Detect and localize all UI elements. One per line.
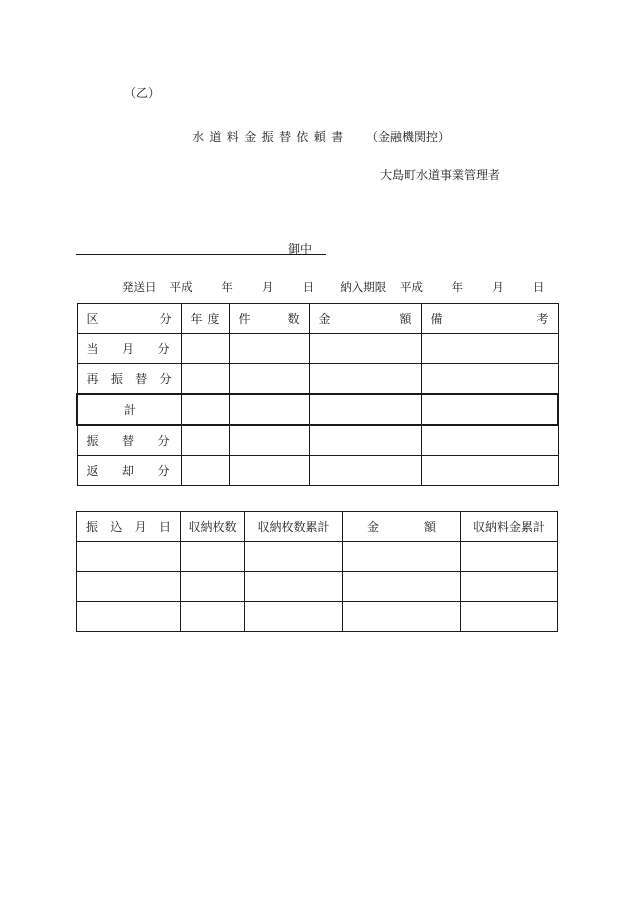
transfer-input-cell[interactable] <box>245 572 343 602</box>
summary-row-label <box>77 425 181 456</box>
summary-input-cell[interactable] <box>309 394 421 425</box>
deadline-day: 日 <box>532 280 545 294</box>
summary-row <box>77 394 558 425</box>
transfer-row <box>77 542 558 572</box>
summary-input-cell[interactable] <box>421 394 558 425</box>
summary-input-cell[interactable] <box>181 334 229 364</box>
cell-char: 数 <box>287 312 300 326</box>
summary-row-label <box>77 456 181 486</box>
cell-char: 収納枚数累計 <box>257 520 330 534</box>
cell-char: 込 <box>110 520 123 534</box>
transfer-input-cell[interactable] <box>181 602 245 632</box>
transfer-input-cell[interactable] <box>77 572 181 602</box>
summary-input-cell[interactable] <box>309 334 421 364</box>
summary-row-label <box>77 394 181 425</box>
cell-char: 振 <box>110 372 123 386</box>
cell-char: 替 <box>121 434 134 448</box>
cell-char: 返 <box>86 464 99 478</box>
summary-row <box>77 425 558 456</box>
cell-char: 考 <box>536 312 549 326</box>
document-mark: （乙） <box>124 86 161 100</box>
transfer-header-cell <box>181 512 245 542</box>
cell-char: 計 <box>124 403 137 417</box>
cell-char: 分 <box>157 464 170 478</box>
summary-input-cell[interactable] <box>181 456 229 486</box>
summary-row-label <box>77 364 181 395</box>
summary-header-cell <box>421 304 558 334</box>
summary-row <box>77 364 558 395</box>
cell-char: 月 <box>121 342 134 356</box>
summary-header-row <box>77 304 558 334</box>
summary-input-cell[interactable] <box>309 425 421 456</box>
cell-char: 却 <box>121 464 134 478</box>
cell-char: 収納枚数 <box>188 520 237 534</box>
summary-header-cell <box>229 304 309 334</box>
summary-input-cell[interactable] <box>229 334 309 364</box>
cell-char: 金 <box>367 520 380 534</box>
cell-char: 分 <box>157 434 170 448</box>
send-date-label: 発送日 <box>122 280 157 294</box>
document-title: 水道料金振替依頼書 <box>192 130 349 144</box>
cell-char: 分 <box>159 372 172 386</box>
cell-char: 当 <box>86 342 99 356</box>
summary-input-cell[interactable] <box>181 425 229 456</box>
send-date-day: 日 <box>302 280 315 294</box>
send-date-month: 月 <box>261 280 274 294</box>
cell-char: 件 <box>238 312 251 326</box>
summary-input-cell[interactable] <box>181 394 229 425</box>
summary-input-cell[interactable] <box>421 364 558 395</box>
deadline-month: 月 <box>492 280 504 294</box>
recipient-suffix: 御中 <box>288 242 313 256</box>
cell-char: 金 <box>318 312 331 326</box>
summary-input-cell[interactable] <box>229 364 309 395</box>
cell-char: 額 <box>399 312 412 326</box>
summary-table <box>76 303 559 486</box>
cell-char: 年 <box>190 312 203 326</box>
transfer-input-cell[interactable] <box>343 542 461 572</box>
transfer-input-cell[interactable] <box>181 542 245 572</box>
transfer-input-cell[interactable] <box>77 542 181 572</box>
transfer-row <box>77 602 558 632</box>
cell-char: 替 <box>135 372 148 386</box>
deadline-label: 納入期限 <box>340 280 387 294</box>
cell-char: 再 <box>86 372 99 386</box>
transfer-header-cell <box>461 512 558 542</box>
summary-header-cell <box>181 304 229 334</box>
summary-input-cell[interactable] <box>421 456 558 486</box>
summary-input-cell[interactable] <box>309 364 421 395</box>
transfer-header-cell <box>343 512 461 542</box>
transfer-input-cell[interactable] <box>343 572 461 602</box>
send-date-era: 平成 <box>169 280 193 294</box>
summary-input-cell[interactable] <box>229 456 309 486</box>
transfer-input-cell[interactable] <box>77 602 181 632</box>
summary-input-cell[interactable] <box>421 425 558 456</box>
summary-header-cell <box>309 304 421 334</box>
transfer-header-row <box>77 512 558 542</box>
cell-char: 備 <box>430 312 443 326</box>
transfer-row <box>77 572 558 602</box>
transfer-input-cell[interactable] <box>181 572 245 602</box>
summary-input-cell[interactable] <box>421 334 558 364</box>
deadline-year: 年 <box>451 280 464 294</box>
transfer-input-cell[interactable] <box>245 542 343 572</box>
cell-char: 月 <box>134 520 147 534</box>
transfer-input-cell[interactable] <box>343 602 461 632</box>
document-subtitle: （金融機関控） <box>366 130 451 144</box>
cell-char: 振 <box>86 520 99 534</box>
summary-input-cell[interactable] <box>181 364 229 395</box>
date-line <box>122 279 544 295</box>
summary-row <box>77 334 558 364</box>
transfer-table <box>76 511 558 632</box>
summary-input-cell[interactable] <box>309 456 421 486</box>
cell-char: 日 <box>158 520 171 534</box>
transfer-input-cell[interactable] <box>461 602 558 632</box>
summary-row-label <box>77 334 181 364</box>
summary-input-cell[interactable] <box>229 425 309 456</box>
transfer-header-cell <box>77 512 181 542</box>
cell-char: 収納料金累計 <box>472 520 545 534</box>
transfer-input-cell[interactable] <box>461 572 558 602</box>
cell-char: 度 <box>207 312 220 326</box>
summary-header-cell <box>77 304 181 334</box>
cell-char: 分 <box>159 312 172 326</box>
cell-char: 区 <box>86 312 99 326</box>
send-date-year: 年 <box>221 280 233 294</box>
cell-char: 額 <box>423 520 436 534</box>
issuer-name: 大島町水道事業管理者 <box>380 168 501 182</box>
transfer-input-cell[interactable] <box>245 602 343 632</box>
deadline-era: 平成 <box>399 280 423 294</box>
summary-input-cell[interactable] <box>229 394 309 425</box>
summary-row <box>77 456 558 486</box>
cell-char: 振 <box>86 434 99 448</box>
cell-char: 分 <box>157 342 170 356</box>
transfer-input-cell[interactable] <box>461 542 558 572</box>
transfer-header-cell <box>245 512 343 542</box>
